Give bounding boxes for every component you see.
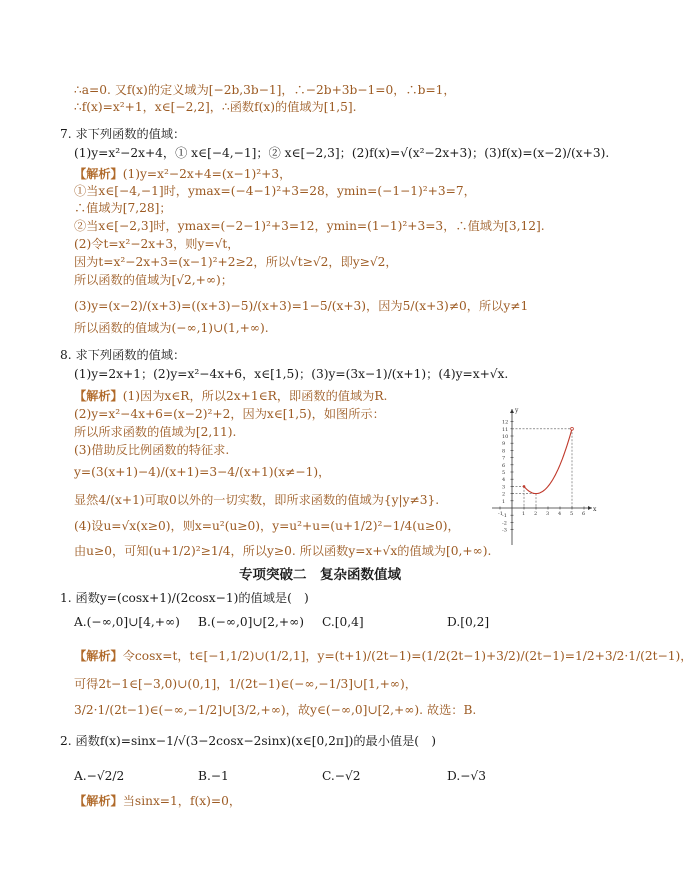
y-tick-label: 4 [502, 477, 506, 484]
parabola-curve [524, 429, 572, 494]
problem-line: (2)y=x²−4x+6=(x−2)²+2，因为x∈[1,5)，如图所示： [74, 407, 385, 421]
y-tick-label: 8 [502, 448, 506, 455]
problem-line: 所以所求函数的值域为[2,11). [74, 425, 237, 439]
problem-line: 7. 求下列函数的值域： [60, 127, 186, 141]
problem-line: ∴值域为[7,28]； [74, 201, 172, 215]
problem-line: (3)y=(x−2)/(x+3)=((x+3)−5)/(x+3)=1−5/(x+3)，因为5/(x+3)≠0，所以y≠1 [74, 299, 529, 313]
x-tick-label: 1 [522, 511, 526, 517]
problem-line: C.[0,4] [322, 615, 364, 629]
x-tick-label: 5 [570, 511, 574, 517]
problem-line: D.[0,2] [447, 615, 490, 629]
problem-line: 显然4/(x+1)可取0以外的一切实数，即所求函数的值域为{y|y≠3}. [74, 493, 440, 507]
problem-line: 3/2·1/(2t−1)∈(−∞,−1/2]∪[3/2,+∞)，故y∈(−∞,0]∪[2,+∞). 故选：B. [74, 703, 477, 717]
problem-line: B.−1 [198, 769, 229, 783]
endpoint-open [571, 427, 574, 430]
y-tick-label: -2 [502, 520, 507, 527]
problem-line: 由u≥0，可知(u+1/2)²≥1/4，所以y≥0. 所以函数y=x+√x的值域为[0,+∞). [74, 544, 492, 558]
y-tick-label: 12 [502, 419, 509, 426]
section-heading: 专项突破二 复杂函数值域 [239, 567, 401, 583]
x-tick-label: 4 [558, 511, 562, 517]
y-tick-label: 5 [502, 470, 506, 476]
function-graph [488, 405, 596, 550]
problem-line: (3)借助反比例函数的特征求. [74, 443, 230, 457]
y-tick-label: 11 [502, 426, 509, 433]
y-tick-label: 7 [502, 455, 506, 462]
y-tick-label: 3 [502, 484, 506, 491]
problem-line: 1. 函数y=(cosx+1)/(2cosx−1)的值域是( ) [60, 591, 309, 605]
problem-line: ∴f(x)=x²+1，x∈[−2,2]，∴函数f(x)的值域为[1,5]. [74, 100, 357, 114]
y-tick-label: 9 [502, 441, 506, 448]
x-tick-label: 3 [546, 511, 550, 517]
analysis-text: (1)y=x²−2x+4=(x−1)²+3， [122, 167, 292, 181]
y-tick-label: 10 [502, 434, 509, 440]
solution-line [74, 793, 241, 809]
y-tick-label: 6 [502, 462, 506, 469]
y-tick-label: 1 [502, 498, 506, 505]
problem-line: ∴a=0. 又f(x)的定义域为[−2b,3b−1]，∴−2b+3b−1=0，∴b=1， [74, 83, 456, 97]
problem-line: y=(3(x+1)−4)/(x+1)=3−4/(x+1)(x≠−1)， [74, 465, 331, 479]
x-axis-arrow [588, 506, 592, 510]
solution-line [74, 648, 693, 664]
analysis-text: 当sinx=1，f(x)=0， [122, 794, 242, 808]
problem-line: 2. 函数f(x)=sinx−1/√(3−2cosx−2sinx)(x∈[0,2π])的最小值是( ) [60, 734, 436, 748]
problem-line: 所以函数的值域为(−∞,1)∪(1,+∞). [74, 321, 269, 335]
solution-line [74, 166, 291, 182]
problem-line: (1)y=2x+1；(2)y=x²−4x+6，x∈[1,5)；(3)y=(3x−1)/(x+1)；(4)y=x+√x. [74, 367, 509, 381]
problem-line: (2)令t=x²−2x+3，则y=√t， [74, 237, 240, 251]
problem-line: D.−√3 [447, 769, 486, 783]
problem-line: B.(−∞,0]∪[2,+∞) [198, 615, 305, 629]
analysis-tag: 【解析】 [74, 649, 123, 663]
y-axis-arrow [510, 409, 514, 413]
x-tick-label: 2 [534, 511, 538, 517]
y-tick-label: -1 [502, 513, 507, 520]
problem-line: C.−√2 [322, 769, 361, 783]
endpoint-closed [523, 485, 526, 488]
analysis-text: 令cosx=t，t∈[−1,1/2)∪(1/2,1]，y=(t+1)/(2t−1)=(1/2(2t−1)+3/2)/(2t−1)=1/2+3/2·1/(2t−1)， [122, 649, 693, 663]
problem-line: (4)设u=√x(x≥0)，则x=u²(u≥0)，y=u²+u=(u+1/2)²−1/4(u≥0)， [74, 519, 460, 533]
analysis-text: (1)因为x∈R，所以2x+1∈R，即函数的值域为R. [122, 389, 388, 403]
problem-line: 可得2t−1∈[−3,0)∪(0,1]，1/(2t−1)∈(−∞,−1/3]∪[1,+∞)， [74, 677, 417, 691]
x-tick-label: 6 [582, 511, 586, 517]
problem-line: A.(−∞,0]∪[4,+∞) [74, 615, 180, 629]
analysis-tag: 【解析】 [74, 389, 123, 403]
problem-line: (1)y=x²−2x+4，① x∈[−4,−1]；② x∈[−2,3]；(2)f(x)=√(x²−2x+3)；(3)f(x)=(x−2)/(x+3). [74, 146, 610, 160]
solution-line [74, 388, 387, 404]
analysis-tag: 【解析】 [74, 167, 123, 181]
problem-line: A.−√2/2 [74, 769, 125, 783]
problem-line: ②当x∈[−2,3]时，ymax=(−2−1)²+3=12，ymin=(1−1)²+3=3，∴值域为[3,12]. [74, 219, 545, 233]
x-tick-label: -1 [498, 511, 503, 517]
analysis-tag: 【解析】 [74, 794, 123, 808]
y-tick-label: 2 [502, 491, 506, 498]
problem-line: 所以函数的值域为[√2,+∞)； [74, 273, 233, 287]
problem-line: ①当x∈[−4,−1]时，ymax=(−4−1)²+3=28，ymin=(−1−1)²+3=7， [74, 184, 476, 198]
problem-line: 8. 求下列函数的值域： [60, 348, 186, 362]
y-axis-label: y [515, 407, 519, 414]
problem-line: 因为t=x²−2x+3=(x−1)²+2≥2，所以√t≥√2，即y≥√2， [74, 255, 398, 269]
y-tick-label: -3 [502, 527, 507, 534]
x-axis-label: x [593, 506, 597, 513]
